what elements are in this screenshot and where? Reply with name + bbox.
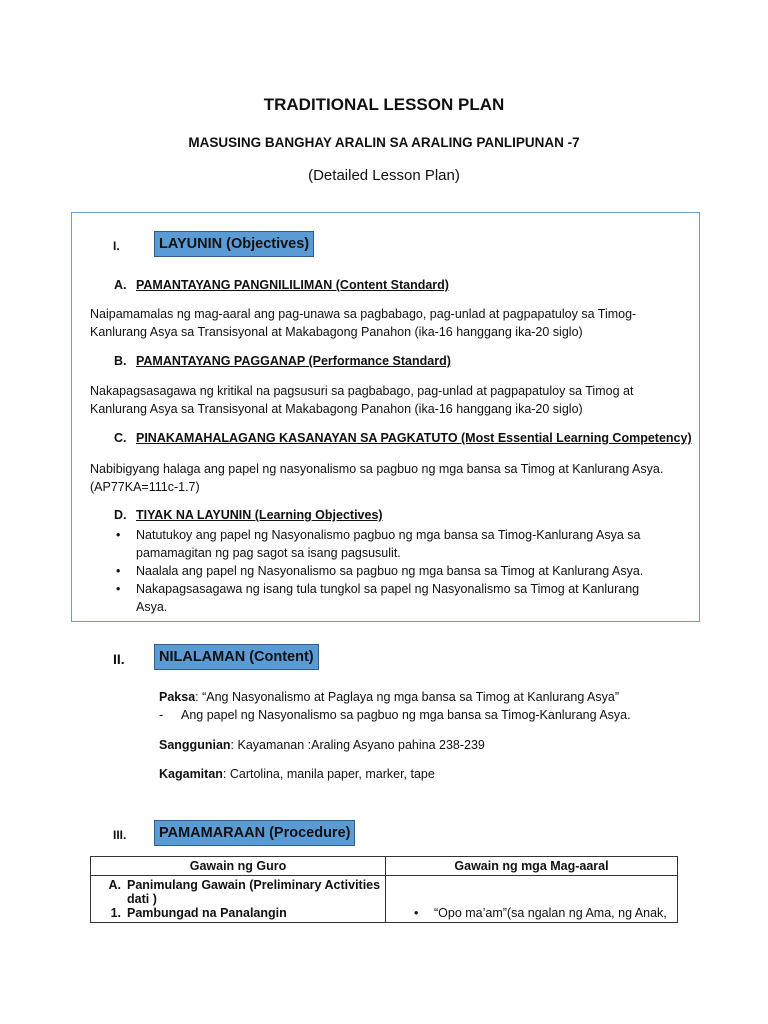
subsection-a-label: PAMANTAYANG PANGNILILIMAN (Content Standard) (136, 278, 449, 292)
paksa-label: Paksa (159, 690, 196, 704)
section1-heading: LAYUNIN (Objectives) (154, 231, 314, 257)
content-standard-text: Naipamamalas ng mag-aaral ang pag-unawa sa pagbabago, pag-unlad at pagpapatuloy sa Timog-Kanlurang Asya sa Transisyonal at Makabagong Panahon (ika-16 hanggang ika-20 siglo) (90, 307, 637, 339)
section2-number: II. (113, 651, 125, 667)
col-header-students: Gawain ng mga Mag-aaral (386, 857, 678, 876)
subsection-d-letter: D. (114, 508, 127, 522)
objectives-list (116, 526, 666, 616)
bullet-icon: • (414, 906, 419, 920)
page-subtitle: MASUSING BANGHAY ARALIN SA ARALING PANLIPUNAN -7 (188, 135, 580, 150)
procedure-table (90, 856, 678, 923)
list-item: • Naalala ang papel ng Nasyonalismo sa pagbuo ng mga bansa sa Timog at Kanlurang Asya. (116, 564, 644, 578)
subsection-a-letter: A. (114, 278, 127, 292)
paksa-line (159, 688, 679, 706)
col-header-teacher: Gawain ng Guro (91, 857, 386, 876)
dash-icon: - (159, 708, 164, 722)
kagamitan-text: : Cartolina, manila paper, marker, tape (222, 767, 435, 781)
section1-number: I. (113, 239, 120, 253)
sanggunian-label: Sanggunian (159, 738, 231, 752)
performance-standard-text: Nakapagsasagawa ng kritikal na pagsusuri sa pagbabago, pag-unlad at pagpapatuloy sa Timog at Kanlurang Asya sa Transisyonal at Makabagong Panahon (ika-16 hanggang ika-20 siglo) (90, 384, 634, 416)
list-item: • “Opo ma’am”(sa ngalan ng Ama, ng Anak, (414, 906, 667, 920)
section3-heading: PAMAMARAAN (Procedure) (154, 820, 355, 846)
subsection-c (114, 431, 692, 445)
subsection-c-letter: C. (114, 431, 127, 445)
row-1: 1. Pambungad na Panalangin (110, 906, 287, 920)
bullet-icon: • (116, 528, 121, 542)
subsection-a (114, 278, 449, 292)
row-a: A. Panimulang Gawain (Preliminary Activities dati ) (108, 878, 381, 906)
table-header-row (91, 857, 678, 876)
page-title: TRADITIONAL LESSON PLAN (263, 95, 505, 114)
subsection-d-label: TIYAK NA LAYUNIN (Learning Objectives) (136, 508, 383, 522)
kagamitan-line (159, 765, 435, 783)
subsection-b (114, 354, 451, 368)
sanggunian-line (159, 736, 485, 754)
section3-number: III. (113, 828, 127, 842)
subsection-c-label: PINAKAMAHALAGANG KASANAYAN SA PAGKATUTO (Most Essential Learning Competency) (136, 431, 692, 445)
bullet-icon: • (116, 564, 121, 578)
paksa-text: : “Ang Nasyonalismo at Paglaya ng mga bansa sa Timog at Kanlurang Asya” (195, 690, 620, 704)
table-row (91, 876, 678, 923)
paksa-sub (159, 706, 679, 724)
list-item: • Natutukoy ang papel ng Nasyonalismo pagbuo ng mga bansa sa Timog-Kanlurang Asya sa pamamagitan ng pag sagot sa isang pagsusulit. (116, 528, 641, 560)
kagamitan-label: Kagamitan (159, 767, 223, 781)
student-cell (386, 876, 678, 923)
page-note: (Detailed Lesson Plan) (308, 167, 460, 184)
subsection-b-label: PAMANTAYANG PAGGANAP (Performance Standard) (136, 354, 451, 368)
paksa-sub-text: Ang papel ng Nasyonalismo sa pagbuo ng mga bansa sa Timog-Kanlurang Asya. (181, 708, 631, 722)
bullet-icon: • (116, 582, 121, 596)
sanggunian-text: : Kayamanan :Araling Asyano pahina 238-239 (230, 738, 485, 752)
list-item: • Nakapagsasagawa ng isang tula tungkol sa papel ng Nasyonalismo sa Timog at Kanlurang Asya. (116, 582, 640, 614)
section2-heading: NILALAMAN (Content) (154, 644, 319, 670)
subsection-b-letter: B. (114, 354, 127, 368)
competency-text: Nabibigyang halaga ang papel ng nasyonalismo sa pagbuo ng mga bansa sa Timog at Kanlurang Asya. (AP77KA=111c-1.7) (90, 462, 664, 494)
teacher-cell (91, 876, 386, 923)
subsection-d (114, 508, 383, 522)
